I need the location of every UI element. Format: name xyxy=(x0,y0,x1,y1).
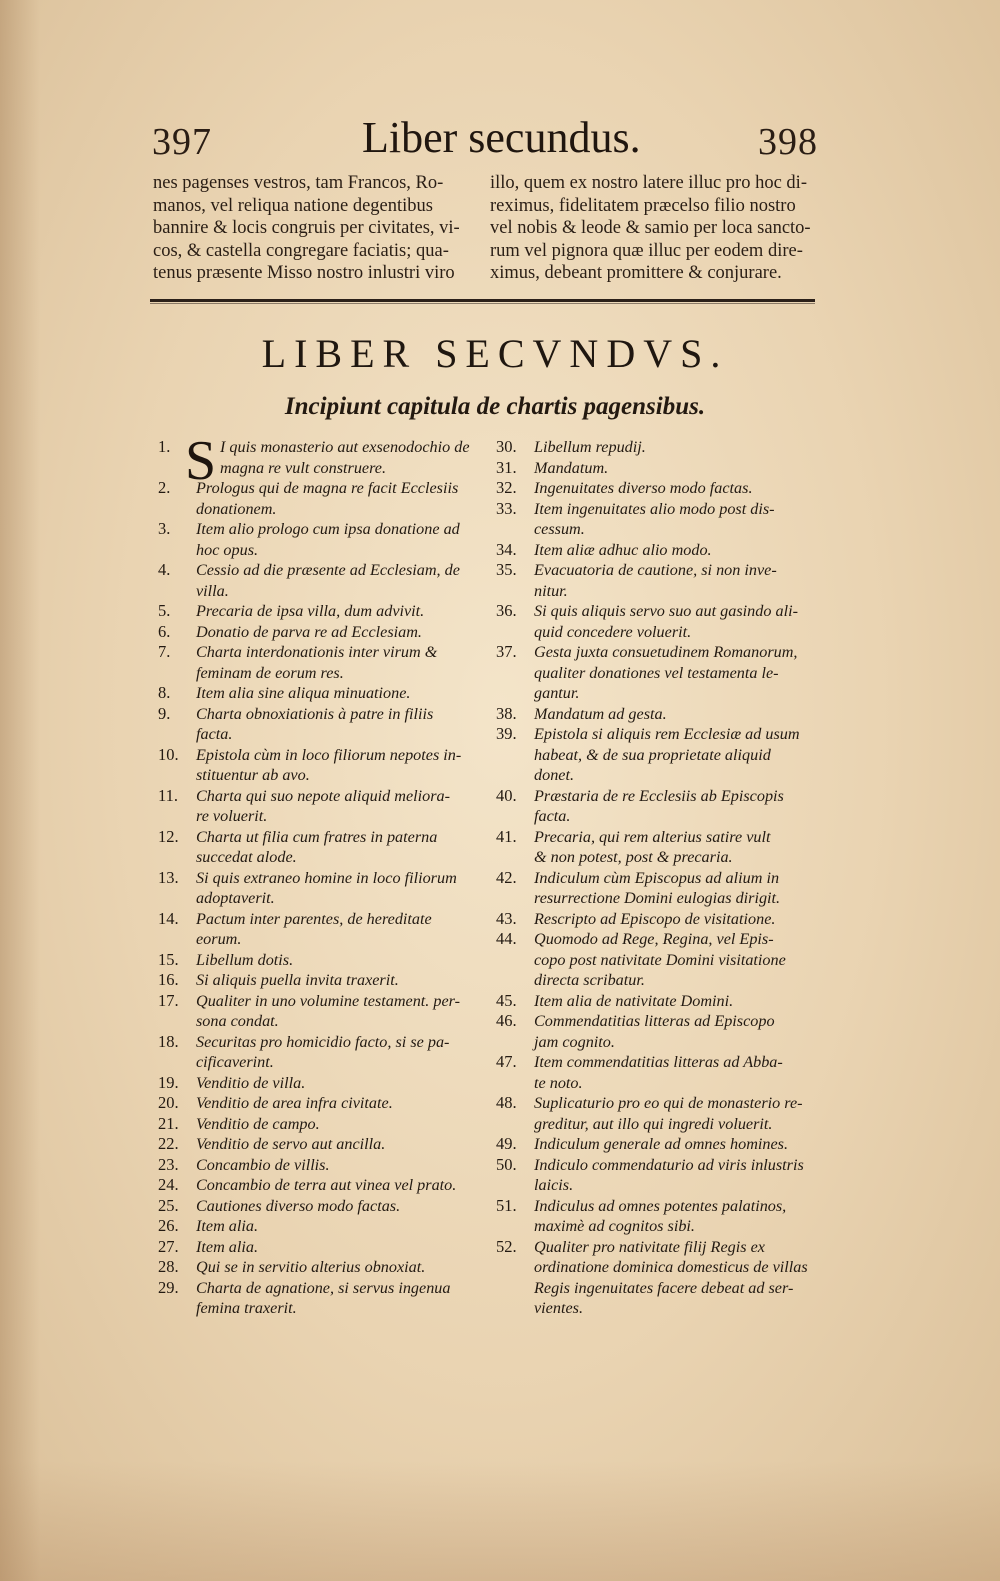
chapter-number: 38. xyxy=(496,703,517,723)
chapter-entry xyxy=(158,1073,488,1094)
chapter-list-left xyxy=(158,430,488,1319)
chapter-title-line: Rescripto ad Episcopo de visitatione. xyxy=(534,909,776,928)
chapter-entry xyxy=(496,499,826,540)
chapter-entry xyxy=(158,1278,488,1319)
continuation-line: ximus, debeant promittere & conjurare. xyxy=(490,263,782,283)
chapter-number: 44. xyxy=(496,929,517,948)
chapter-title xyxy=(496,929,826,991)
chapter-number: 8. xyxy=(158,683,171,702)
chapter-number: 12. xyxy=(158,826,179,846)
chapter-entry xyxy=(158,1155,488,1176)
chapter-title-line: Concambio de villis. xyxy=(196,1155,330,1174)
chapter-title-line: cessum. xyxy=(534,520,585,538)
chapter-entry xyxy=(158,1257,488,1278)
chapter-title xyxy=(496,724,826,786)
chapter-title-line: donet. xyxy=(534,766,575,784)
chapter-title xyxy=(158,950,488,971)
chapter-number: 9. xyxy=(158,703,171,723)
chapter-number: 39. xyxy=(496,724,517,743)
chapter-title xyxy=(158,1237,488,1258)
chapter-number: 29. xyxy=(158,1277,179,1297)
chapter-title-line: Item alia sine aliqua minuatione. xyxy=(196,684,411,702)
chapter-title-line: Venditio de servo aut ancilla. xyxy=(196,1135,386,1153)
chapter-number: 47. xyxy=(496,1052,517,1071)
continuation-line: tenus præsente Misso nostro inlustri viro xyxy=(153,263,455,283)
chapter-number: 21. xyxy=(158,1113,179,1133)
chapter-entry xyxy=(496,786,826,827)
chapter-title xyxy=(158,1134,488,1155)
chapter-number: 4. xyxy=(158,560,171,579)
chapter-title xyxy=(158,909,488,950)
chapter-number: 23. xyxy=(158,1154,179,1174)
chapter-title-line: Regis ingenuitates facere debeat ad ser- xyxy=(534,1278,794,1297)
chapter-title-line: Cessio ad die præsente ad Ecclesiam, de xyxy=(196,561,460,579)
chapter-title-line: greditur, aut illo qui ingredi voluerit. xyxy=(534,1114,773,1133)
running-title: Liber secundus. xyxy=(362,113,641,162)
chapter-title xyxy=(496,786,826,827)
chapter-entry xyxy=(158,1114,488,1135)
chapter-number: 17. xyxy=(158,990,179,1010)
chapter-entry xyxy=(496,601,826,642)
chapter-number: 33. xyxy=(496,498,517,518)
chapter-title xyxy=(158,991,488,1032)
chapter-entry xyxy=(158,622,488,643)
chapter-number: 42. xyxy=(496,867,517,887)
chapter-title-line: Gesta juxta consuetudinem Romanorum, xyxy=(534,643,798,661)
chapter-title-line: Prologus qui de magna re facit Ecclesiis xyxy=(196,479,459,497)
chapter-title-line: nitur. xyxy=(534,581,568,600)
chapter-title-line: maximè ad cognitos sibi. xyxy=(534,1217,695,1235)
chapter-title xyxy=(496,909,826,930)
drop-capital: S xyxy=(185,430,217,492)
chapter-title-line: adoptaverit. xyxy=(196,889,275,907)
continuation-line: vel nobis & leode & samio per loca sancto- xyxy=(490,218,811,238)
chapter-entry xyxy=(158,704,488,745)
chapter-title-line: Venditio de villa. xyxy=(196,1073,306,1092)
chapter-title xyxy=(158,519,488,560)
chapter-title xyxy=(158,1032,488,1073)
chapter-title xyxy=(158,683,488,704)
chapter-title-line: Item aliæ adhuc alio modo. xyxy=(534,540,712,559)
chapter-number: 7. xyxy=(158,642,171,661)
chapter-title xyxy=(496,1052,826,1093)
book-subtitle: Incipiunt capitula de chartis pagensibus. xyxy=(284,393,706,420)
chapter-entry xyxy=(158,1196,488,1217)
chapter-entry xyxy=(496,1093,826,1134)
chapter-entry xyxy=(496,1134,826,1155)
chapter-number: 2. xyxy=(158,478,171,497)
chapter-number: 32. xyxy=(496,478,517,497)
chapter-title xyxy=(496,478,826,499)
chapter-entry xyxy=(496,827,826,868)
chapter-title-line: Libellum dotis. xyxy=(196,950,294,969)
chapter-title-line: jam cognito. xyxy=(534,1032,615,1051)
chapter-entry xyxy=(158,519,488,560)
continuation-line: illo, quem ex nostro latere illuc pro hoc di- xyxy=(490,173,807,193)
continuation-left-column xyxy=(153,172,483,285)
chapter-title-line: succedat alode. xyxy=(196,848,297,866)
chapter-number: 37. xyxy=(496,642,517,661)
continuation-line: nes pagenses vestros, tam Francos, Ro- xyxy=(153,173,444,193)
chapter-title-line: Epistola si aliquis rem Ecclesiæ ad usum xyxy=(534,725,800,743)
chapter-title-line: Item commendatitias litteras ad Abba- xyxy=(534,1053,783,1071)
chapter-title-line: Charta qui suo nepote aliquid meliora- xyxy=(196,786,451,805)
chapter-number: 13. xyxy=(158,867,179,887)
chapter-entry xyxy=(496,1237,826,1319)
chapter-title xyxy=(158,1114,488,1135)
chapter-entry xyxy=(158,827,488,868)
chapter-entry xyxy=(158,1134,488,1155)
continuation-line: reximus, fidelitatem præcelso filio nostro xyxy=(490,195,796,216)
chapter-title-line: resurrectione Domini eulogias dirigit. xyxy=(534,889,781,907)
chapter-number: 34. xyxy=(496,539,517,559)
chapter-number: 1. xyxy=(158,437,171,456)
chapter-number: 20. xyxy=(158,1093,179,1112)
chapter-title xyxy=(496,704,826,725)
chapter-title-line: habeat, & de sua proprietate aliquid xyxy=(534,745,771,764)
chapter-number: 30. xyxy=(496,437,517,456)
chapter-title-line: Commendatitias litteras ad Episcopo xyxy=(534,1012,775,1030)
chapter-title xyxy=(158,1257,488,1278)
chapter-number: 51. xyxy=(496,1195,517,1215)
chapter-number: 25. xyxy=(158,1195,179,1215)
chapter-number: 28. xyxy=(158,1257,179,1276)
chapter-title-line: Mandatum ad gesta. xyxy=(534,704,667,723)
chapter-number: 31. xyxy=(496,457,517,477)
chapter-entry xyxy=(158,478,488,519)
page-edge-shadow xyxy=(0,0,40,1581)
chapter-title xyxy=(496,827,826,868)
chapter-title-line: Charta interdonationis inter virum & xyxy=(196,643,438,661)
chapter-title-line: ordinatione dominica domesticus de villas xyxy=(534,1258,808,1276)
chapter-number: 40. xyxy=(496,785,517,805)
page-number-left: 397 xyxy=(152,121,212,163)
chapter-entry xyxy=(496,991,826,1012)
chapter-number: 48. xyxy=(496,1093,517,1112)
chapter-title-line: facta. xyxy=(534,807,571,825)
chapter-number: 36. xyxy=(496,601,517,620)
chapter-entry xyxy=(496,1155,826,1196)
chapter-entry xyxy=(158,1175,488,1196)
section-rule-thin xyxy=(150,303,815,304)
chapter-title-line: Indiculum generale ad omnes homines. xyxy=(534,1135,789,1153)
chapter-entry xyxy=(158,560,488,601)
chapter-title-line: Charta de agnatione, si servus ingenua xyxy=(196,1278,451,1297)
chapter-title xyxy=(496,601,826,642)
continuation-line: bannire & locis congruis per civitates, vi- xyxy=(153,218,460,238)
page-number-right: 398 xyxy=(758,121,818,163)
chapter-title-line: directa scribatur. xyxy=(534,971,645,989)
chapter-title-line: qualiter donationes vel testamenta le- xyxy=(534,663,779,682)
chapter-title-line: Venditio de area infra civitate. xyxy=(196,1094,393,1112)
chapter-title-line: Venditio de campo. xyxy=(196,1114,320,1133)
chapter-title-line: Charta ut filia cum fratres in paterna xyxy=(196,827,438,846)
chapter-entry xyxy=(158,1216,488,1237)
chapter-number: 26. xyxy=(158,1216,179,1235)
chapter-title-line: Ingenuitates diverso modo factas. xyxy=(534,479,753,497)
chapter-title-line: I quis monasterio aut exsenodochio de xyxy=(220,438,470,456)
chapter-title-line: re voluerit. xyxy=(196,807,268,825)
chapter-title-line: Pactum inter parentes, de hereditate xyxy=(196,909,432,928)
chapter-title-line: Epistola cùm in loco filiorum nepotes in- xyxy=(196,745,462,764)
chapter-title-line: Charta obnoxiationis à patre in filiis xyxy=(196,704,434,723)
chapter-entry xyxy=(158,683,488,704)
chapter-title-line: Qualiter pro nativitate filij Regis ex xyxy=(534,1237,765,1256)
chapter-number: 15. xyxy=(158,949,179,969)
chapter-title-line: feminam de eorum res. xyxy=(196,663,344,682)
chapter-title-line: Cautiones diverso modo factas. xyxy=(196,1196,401,1215)
chapter-title-line: Item alia de nativitate Domini. xyxy=(534,991,734,1010)
chapter-number: 24. xyxy=(158,1175,179,1194)
chapter-entry xyxy=(496,929,826,991)
chapter-title-line: Indiculo commendaturio ad viris inlustris xyxy=(534,1155,804,1174)
chapter-entry xyxy=(158,601,488,622)
chapter-entry xyxy=(496,704,826,725)
chapter-title xyxy=(158,1155,488,1176)
chapter-list-right xyxy=(496,437,826,1319)
chapter-number: 43. xyxy=(496,908,517,928)
chapter-entry xyxy=(158,950,488,971)
chapter-title-line: magna re vult construere. xyxy=(220,458,387,477)
chapter-number: 50. xyxy=(496,1154,517,1174)
chapter-title-line: eorum. xyxy=(196,930,242,948)
chapter-number: 5. xyxy=(158,601,171,620)
chapter-entry xyxy=(158,1093,488,1114)
chapter-title-line: Suplicaturio pro eo qui de monasterio re- xyxy=(534,1094,803,1112)
chapter-title-line: Si quis aliquis servo suo aut gasindo ali- xyxy=(534,602,798,620)
chapter-title-line: Item alio prologo cum ipsa donatione ad xyxy=(196,520,460,538)
chapter-entry xyxy=(158,642,488,683)
chapter-title-line: quid concedere voluerit. xyxy=(534,622,692,641)
chapter-title-line: sona condat. xyxy=(196,1012,279,1030)
chapter-number: 27. xyxy=(158,1236,179,1256)
chapter-title-line: Indiculus ad omnes potentes palatinos, xyxy=(534,1196,787,1215)
chapter-entry xyxy=(158,991,488,1032)
chapter-entry xyxy=(158,786,488,827)
chapter-title xyxy=(158,622,488,643)
chapter-title xyxy=(496,437,826,458)
chapter-title-line: donationem. xyxy=(196,499,277,518)
chapter-title xyxy=(496,458,826,479)
chapter-number: 11. xyxy=(158,785,179,805)
chapter-title xyxy=(158,1093,488,1114)
chapter-entry xyxy=(496,642,826,704)
chapter-entry xyxy=(158,745,488,786)
chapter-entry xyxy=(496,560,826,601)
chapter-number: 41. xyxy=(496,826,517,846)
chapter-entry xyxy=(496,868,826,909)
chapter-title-line: & non potest, post & precaria. xyxy=(534,848,733,866)
chapter-number: 22. xyxy=(158,1134,179,1153)
chapter-title xyxy=(158,1216,488,1237)
chapter-title xyxy=(158,1073,488,1094)
chapter-title xyxy=(158,478,488,519)
chapter-title-line: femina traxerit. xyxy=(196,1299,297,1317)
chapter-title-line: Libellum repudij. xyxy=(534,438,646,456)
chapter-title-line: Evacuatoria de cautione, si non inve- xyxy=(534,561,777,579)
chapter-title xyxy=(496,1237,826,1319)
chapter-number: 19. xyxy=(158,1072,179,1092)
chapter-title-line: copo post nativitate Domini visitatione xyxy=(534,950,786,969)
chapter-title xyxy=(496,1196,826,1237)
chapter-number: 45. xyxy=(496,990,517,1010)
chapter-title xyxy=(158,868,488,909)
chapter-entry xyxy=(496,724,826,786)
chapter-title-line: Securitas pro homicidio facto, si se pa- xyxy=(196,1032,450,1051)
chapter-title-line: cificaverint. xyxy=(196,1053,274,1071)
chapter-title-line: facta. xyxy=(196,725,233,743)
chapter-title xyxy=(496,868,826,909)
chapter-title xyxy=(496,1011,826,1052)
chapter-title xyxy=(496,1093,826,1134)
chapter-title-line: hoc opus. xyxy=(196,540,259,559)
chapter-title-line: Precaria, qui rem alterius satire vult xyxy=(534,827,771,846)
chapter-entry xyxy=(496,540,826,561)
chapter-title xyxy=(158,827,488,868)
chapter-title-line: vientes. xyxy=(534,1299,583,1317)
chapter-title xyxy=(496,642,826,704)
chapter-title xyxy=(496,1134,826,1155)
chapter-title-line: Si aliquis puella invita traxerit. xyxy=(196,971,399,989)
chapter-entry xyxy=(158,1032,488,1073)
chapter-title-line: laicis. xyxy=(534,1176,574,1194)
chapter-title xyxy=(158,745,488,786)
chapter-entry xyxy=(496,458,826,479)
chapter-title-line: stituentur ab avo. xyxy=(196,766,310,784)
chapter-entry xyxy=(496,437,826,458)
chapter-title xyxy=(496,540,826,561)
chapter-title xyxy=(158,1175,488,1196)
chapter-title xyxy=(158,642,488,683)
chapter-title xyxy=(158,560,488,601)
chapter-title-line: Item alia. xyxy=(196,1237,259,1256)
continuation-right-column xyxy=(490,172,815,285)
book-title: LIBER SECVNDVS. xyxy=(261,331,729,376)
chapter-entry xyxy=(496,1196,826,1237)
chapter-title-line: Indiculum cùm Episcopus ad alium in xyxy=(534,868,780,887)
continuation-line: manos, vel reliqua natione degentibus xyxy=(153,195,433,216)
chapter-title-line: Precaria de ipsa villa, dum advivit. xyxy=(196,602,425,620)
chapter-title-line: Præstaria de re Ecclesiis ab Episcopis xyxy=(534,786,784,805)
chapter-title-line: Item ingenuitates alio modo post dis- xyxy=(534,499,775,518)
chapter-title-line: Qui se in servitio alterius obnoxiat. xyxy=(196,1258,426,1276)
chapter-number: 14. xyxy=(158,908,179,928)
chapter-number: 16. xyxy=(158,970,179,989)
chapter-number: 52. xyxy=(496,1236,517,1256)
chapter-entry xyxy=(158,970,488,991)
chapter-title-line: Donatio de parva re ad Ecclesiam. xyxy=(196,622,422,641)
chapter-title xyxy=(158,786,488,827)
section-rule xyxy=(150,299,815,302)
chapter-number: 18. xyxy=(158,1031,179,1051)
chapter-title xyxy=(158,970,488,991)
chapter-number: 10. xyxy=(158,744,179,764)
chapter-number: 35. xyxy=(496,560,517,579)
chapter-title-line: Concambio de terra aut vinea vel prato. xyxy=(196,1176,457,1194)
continuation-line: rum vel pignora quæ illuc per eodem dire- xyxy=(490,240,803,261)
chapter-title xyxy=(496,499,826,540)
chapter-title xyxy=(496,560,826,601)
chapter-title xyxy=(158,1278,488,1319)
chapter-title-line: Item alia. xyxy=(196,1217,259,1235)
chapter-entry xyxy=(158,909,488,950)
chapter-entry xyxy=(496,1052,826,1093)
chapter-entry xyxy=(158,1237,488,1258)
chapter-number: 46. xyxy=(496,1011,517,1030)
chapter-entry xyxy=(496,909,826,930)
chapter-title-line: villa. xyxy=(196,581,229,600)
chapter-title xyxy=(158,704,488,745)
chapter-title-line: Si quis extraneo homine in loco filiorum xyxy=(196,868,457,887)
chapter-title-line: gantur. xyxy=(534,684,580,702)
chapter-entry xyxy=(496,1011,826,1052)
chapter-title-line: Quomodo ad Rege, Regina, vel Epis- xyxy=(534,930,774,948)
chapter-entry xyxy=(496,478,826,499)
chapter-number: 3. xyxy=(158,519,171,538)
chapter-title xyxy=(158,601,488,622)
page-bottom-shade xyxy=(0,1461,1000,1581)
continuation-line: cos, & castella congregare faciatis; qua- xyxy=(153,240,449,261)
chapter-number: 6. xyxy=(158,621,171,641)
chapter-title xyxy=(496,991,826,1012)
chapter-title-line: Mandatum. xyxy=(534,458,609,477)
chapter-title-line: te noto. xyxy=(534,1073,583,1092)
chapter-title xyxy=(158,1196,488,1217)
chapter-number: 49. xyxy=(496,1134,517,1153)
chapter-entry xyxy=(158,868,488,909)
chapter-title-line: Qualiter in uno volumine testament. per- xyxy=(196,991,461,1010)
chapter-title xyxy=(496,1155,826,1196)
